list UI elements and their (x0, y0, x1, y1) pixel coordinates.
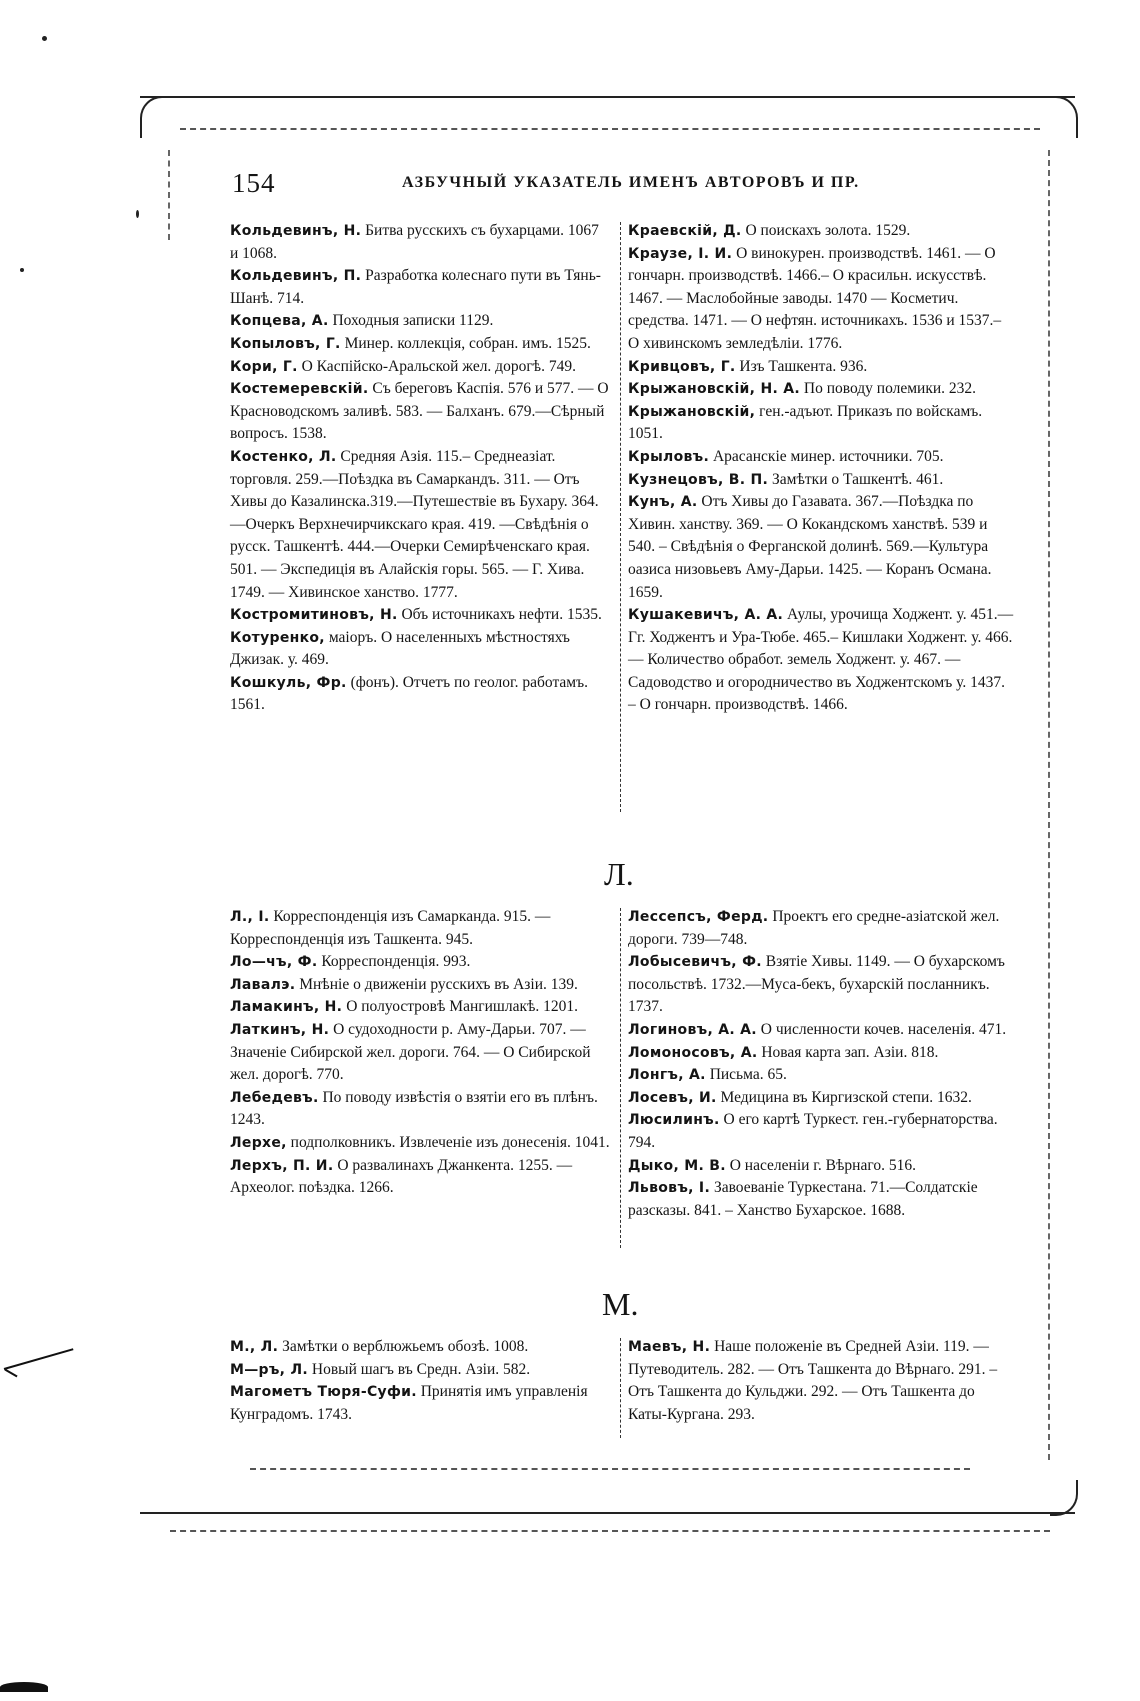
author-name: Кори, Г. (230, 358, 298, 375)
scan-dash-line (168, 150, 170, 240)
index-entry (628, 378, 1014, 401)
index-entry (628, 1155, 1014, 1178)
index-entry (628, 220, 1014, 243)
entry-text: О численности кочев. населенія. 471. (760, 1020, 1007, 1038)
entry-text: О поискахъ золота. 1529. (745, 222, 911, 239)
author-name: Лебедевъ. (230, 1089, 319, 1106)
entry-text: О Каспійско-Аральской жел. дорогѣ. 749. (301, 357, 576, 375)
index-entry (628, 401, 1014, 446)
section-l-right-column (628, 906, 1014, 1222)
author-name: Логиновъ, А. А. (628, 1021, 757, 1038)
author-name: Латкинъ, Н. (230, 1021, 330, 1038)
entry-text: По поводу полемики. 232. (803, 380, 977, 398)
entry-text: Походныя записки 1129. (332, 312, 494, 330)
entry-text: Отъ Хивы до Газавата. 367.—Поѣздка по Хивин. ханству. 369. — О Кокандскомъ ханствѣ. 539 и 540. – Свѣдѣнія о Ферганской долинѣ. 569.—Культура оазиса низовьевъ Аму-Дарьи. 1425. — Коранъ Османа. 1659. (628, 493, 992, 601)
author-name: Лессепсъ, Ферд. (628, 909, 769, 925)
index-entry (628, 469, 1014, 492)
index-entry (230, 1087, 610, 1132)
author-name: Копыловъ, Г. (230, 335, 341, 352)
author-name: Кривцовъ, Г. (628, 358, 736, 375)
index-entry (628, 951, 1014, 1019)
entry-text: По поводу извѣстія о взятіи его въ плѣнъ. 1243. (230, 1088, 598, 1129)
author-name: Крыжановскій, Н. А. (628, 381, 801, 398)
index-entry (628, 1019, 1014, 1042)
author-name: Лонгъ, А. (628, 1067, 706, 1084)
author-name: Краевскій, Д. (628, 223, 742, 239)
scan-dash-line (170, 1530, 1050, 1532)
index-entry (230, 1359, 610, 1382)
index-entry (230, 951, 610, 974)
entry-text: Объ источникахъ нефти. 1535. (401, 606, 602, 624)
entry-text: Медицина въ Киргизской степи. 1632. (720, 1088, 972, 1106)
scan-dash-line (180, 128, 1040, 130)
scan-speck (20, 268, 24, 272)
author-name: Краузе, I. И. (628, 245, 733, 262)
entry-text: О судоходности р. Аму-Дарьи. 707. — Значеніе Сибирской жел. дороги. 764. — О Сибирской жел. дорогѣ. 770. (230, 1020, 591, 1084)
author-name: Костенко, Л. (230, 448, 337, 465)
index-entry (628, 1042, 1014, 1065)
entry-text: Принятія имъ управленія Кунградомъ. 1743. (230, 1383, 588, 1423)
author-name: Лерхе, (230, 1134, 287, 1151)
author-name: Котуренко, (230, 629, 325, 646)
author-name: Ло—чъ, Ф. (230, 954, 318, 971)
page-frame-top (140, 96, 1075, 98)
column-divider (620, 1338, 621, 1438)
entry-text: Корреспонденція. 993. (321, 953, 471, 971)
index-entry (230, 310, 610, 333)
author-name: Лерхъ, П. И. (230, 1157, 334, 1174)
section-letter-l: Л. (604, 856, 634, 892)
entry-text: О полуостровѣ Мангишлакѣ. 1201. (346, 998, 579, 1016)
scan-smudge (0, 1682, 48, 1692)
author-name: Люсилинъ. (628, 1112, 720, 1129)
entry-text: Битва русскихъ съ бухарцами. 1067 и 1068. (230, 222, 599, 262)
scan-dash-line (1048, 150, 1050, 1460)
running-title: АЗБУЧНЫЙ УКАЗАТЕЛЬ ИМЕНЪ АВТОРОВЪ И ПР. (402, 174, 860, 191)
entry-text: Аулы, урочища Ходжент. у. 451.—Гг. Ходжентъ и Ура-Тюбе. 465.– Кишлаки Ходжент. у. 466. — Количество обработ. земель Ходжент. у. 467. — Садоводство и огородничество въ Ходжентскомъ у. 1437. – О гончарн. производствѣ. 1466. (628, 606, 1014, 714)
author-name: Копцева, А. (230, 313, 329, 330)
entry-text: О винокурен. производствѣ. 1461. — О гончарн. производствѣ. 1466.– О красильн. искусствѣ. 1467. — Маслобойные заводы. 1470 — Косметич. средства. 1471. — О нефтян. источникахъ. 1536 и 1537.– О хивинскомъ земледѣліи. 1776. (628, 244, 1002, 352)
author-name: Кольдевинъ, П. (230, 268, 362, 285)
pen-mark (4, 1369, 17, 1378)
index-entry (628, 491, 1014, 604)
entry-text: Замѣтки о Ташкентѣ. 461. (772, 470, 944, 488)
section-m-right-column (628, 1336, 1014, 1426)
author-name: Лавалэ. (230, 976, 296, 993)
entry-text: Арасанскіе минер. источники. 705. (712, 447, 944, 465)
index-entry (628, 1336, 1014, 1426)
entry-text: Минер. коллекція, собран. имъ. 1525. (344, 334, 591, 352)
index-entry (230, 356, 610, 379)
entry-text: маіоръ. О населенныхъ мѣстностяхъ Джизак. у. 469. (230, 628, 570, 669)
author-name: Дыко, М. В. (628, 1157, 726, 1174)
author-name: М—ръ, Л. (230, 1361, 309, 1378)
index-entry (230, 1155, 610, 1200)
index-entry (230, 996, 610, 1019)
entry-text: Новая карта зап. Азіи. 818. (761, 1043, 939, 1061)
column-divider (620, 222, 621, 812)
entry-text: Средняя Азія. 115.– Среднеазіат. торговля. 259.—Поѣздка въ Самаркандъ. 311. — Отъ Хивы до Казалинска.319.—Путешествіе въ Бухару. 364.—Очеркъ Верхнечирчикскаго края. 419. —Свѣдѣнія о русск. Ташкентѣ. 444.—Очерки Семирѣченскаго края. 501. — Экспедиція въ Алайскія горы. 565. — Г. Хива. 1749. — Хивинское ханство. 1777. (230, 447, 599, 601)
author-name: Костемеревскій. (230, 381, 369, 398)
page-frame-corner (1050, 1480, 1078, 1516)
entry-text: Наше положеніе въ Средней Азіи. 119. — Путеводитель. 282. — Отъ Ташкента до Вѣрнаго. 291. – Отъ Ташкента до Кульджи. 292. — Отъ Ташкента до Каты-Кургана. 293. (628, 1338, 998, 1423)
author-name: Костромитиновъ, Н. (230, 607, 398, 624)
pen-mark (4, 1348, 74, 1370)
entry-text: ген.-адъют. Приказъ по войскамъ. 1051. (628, 402, 983, 443)
section-l-left-column (230, 906, 610, 1200)
section-m-left-column (230, 1336, 610, 1426)
index-entry (230, 974, 610, 997)
author-name: Л., I. (230, 909, 270, 925)
index-entry (628, 356, 1014, 379)
scan-dash-line (250, 1468, 970, 1470)
index-entry (230, 265, 610, 310)
author-name: Маевъ, Н. (628, 1339, 711, 1355)
index-entry (628, 604, 1014, 717)
entry-text: О его картѣ Туркест. ген.-губернаторства. 794. (628, 1111, 998, 1151)
index-entry (230, 220, 610, 265)
author-name: Крыловъ. (628, 448, 710, 465)
author-name: Львовъ, I. (628, 1180, 711, 1197)
entry-text: Завоеваніе Туркестана. 71.—Солдатскіе разсказы. 841. – Ханство Бухарское. 1688. (628, 1179, 978, 1219)
index-entry (230, 604, 610, 627)
section-k-right-column (628, 220, 1014, 717)
author-name: Кушакевичъ, А. А. (628, 607, 784, 624)
index-entry (628, 1177, 1014, 1222)
author-name: Крыжановскій, (628, 403, 756, 420)
entry-text: О населеніи г. Вѣрнаго. 516. (729, 1156, 916, 1174)
index-entry (628, 906, 1014, 951)
author-name: Ломоносовъ, А. (628, 1044, 758, 1061)
index-entry (230, 672, 610, 717)
entry-text: Съ береговъ Каспія. 576 и 577. — О Красноводскомъ заливѣ. 583. — Балханъ. 679.—Сѣрный вопросъ. 1538. (230, 380, 609, 443)
index-entry (230, 333, 610, 356)
page-frame-bottom (140, 1512, 1075, 1514)
index-entry (230, 1132, 610, 1155)
index-entry (230, 1381, 610, 1426)
author-name: Кузнецовъ, В. П. (628, 471, 769, 488)
index-entry (230, 1336, 610, 1359)
index-entry (230, 446, 610, 604)
entry-text: Разработка колеснаго пути въ Тянь-Шанѣ. 714. (230, 267, 601, 307)
entry-text: Новый шагъ въ Средн. Азіи. 582. (311, 1360, 531, 1378)
entry-text: Корреспонденція изъ Самарканда. 915. — Корреспонденція изъ Ташкента. 945. (230, 908, 551, 948)
entry-text: Замѣтки о верблюжьемъ обозѣ. 1008. (282, 1338, 529, 1355)
page-frame-corner (140, 96, 168, 138)
index-entry (628, 446, 1014, 469)
section-k-left-column (230, 220, 610, 717)
index-entry (628, 1109, 1014, 1154)
section-letter-m: М. (602, 1286, 639, 1322)
index-entry (628, 243, 1014, 356)
author-name: Магометъ Тюря-Суфи. (230, 1384, 417, 1401)
author-name: Лобысевичъ, Ф. (628, 954, 762, 971)
index-entry (628, 1064, 1014, 1087)
index-entry (230, 906, 610, 951)
author-name: Кошкуль, Фр. (230, 674, 347, 691)
index-entry (230, 378, 610, 446)
page-number: 154 (232, 168, 276, 198)
column-divider (620, 908, 621, 1248)
author-name: Ламакинъ, Н. (230, 999, 343, 1016)
entry-text: Письма. 65. (709, 1066, 787, 1084)
author-name: Кунъ, А. (628, 494, 698, 511)
entry-text: Мнѣніе о движеніи русскихъ въ Азіи. 139. (299, 975, 578, 993)
author-name: Лосевъ, И. (628, 1089, 717, 1106)
entry-text: О развалинахъ Джанкента. 1255. — Археолог. поѣздка. 1266. (230, 1156, 573, 1197)
page-frame-corner (1050, 96, 1078, 138)
scan-speck (42, 36, 47, 41)
author-name: М., Л. (230, 1339, 279, 1355)
index-entry (230, 1019, 610, 1087)
author-name: Кольдевинъ, Н. (230, 223, 362, 239)
index-entry (628, 1087, 1014, 1110)
entry-text: (фонъ). Отчетъ по геолог. работамъ. 1561. (230, 673, 588, 714)
entry-text: подполковникъ. Извлеченіе изъ донесенія. 1041. (290, 1133, 610, 1151)
scan-speck (136, 210, 139, 218)
entry-text: Взятіе Хивы. 1149. — О бухарскомъ посольствѣ. 1732.—Муса-бекъ, бухарскій посланникъ. 1737. (628, 953, 1005, 1016)
index-entry (230, 627, 610, 672)
entry-text: Изъ Ташкента. 936. (739, 357, 868, 375)
entry-text: Проектъ его средне-азіатской жел. дороги. 739—748. (628, 908, 1000, 948)
